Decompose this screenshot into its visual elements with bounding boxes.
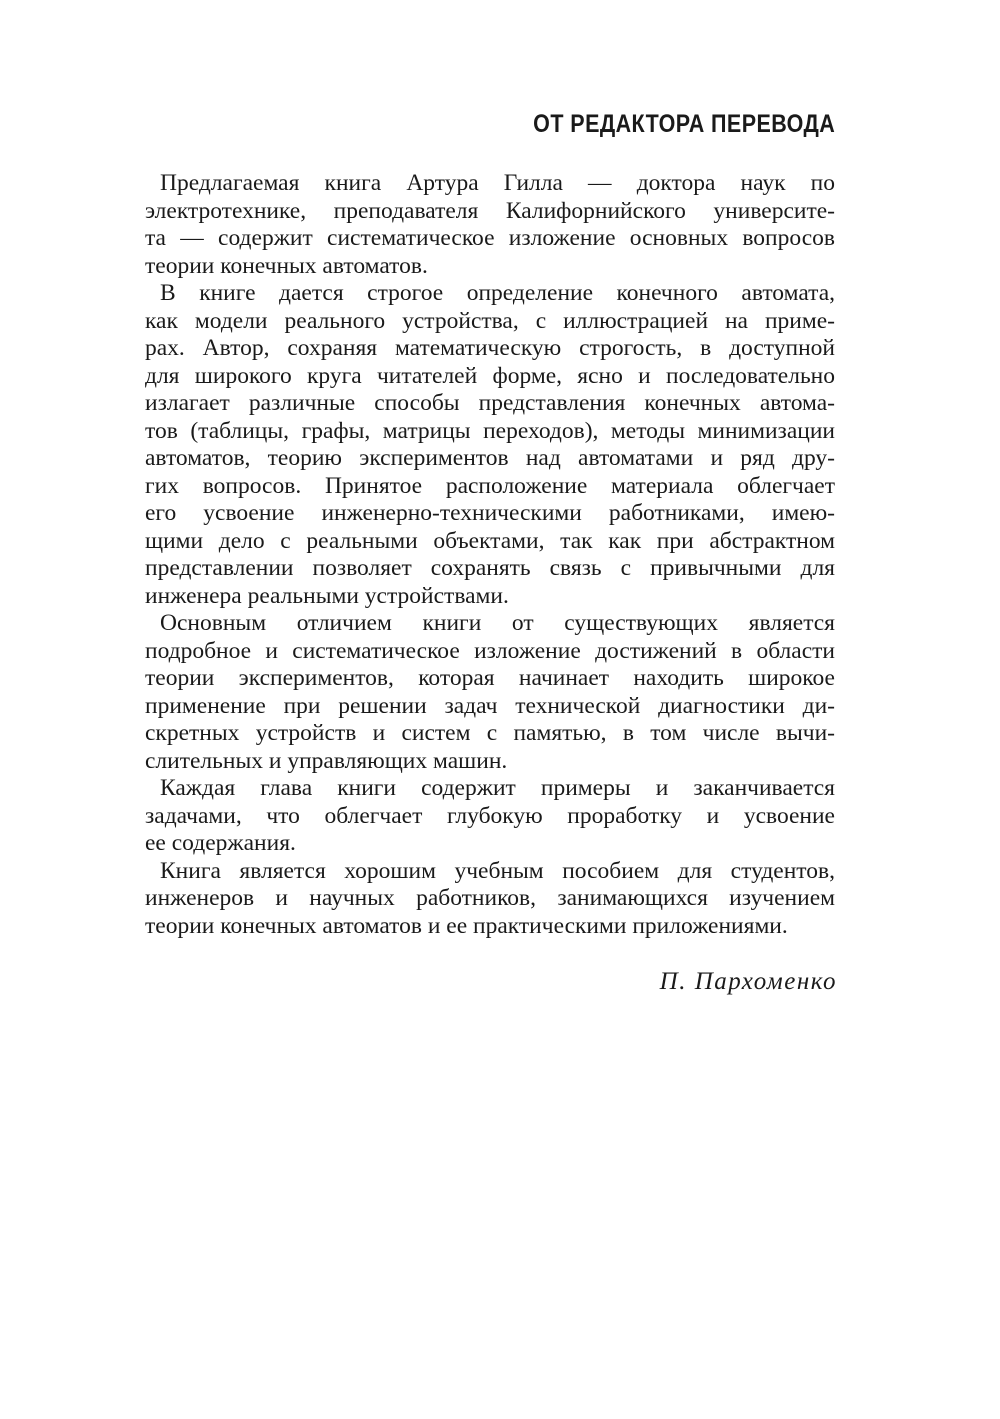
paragraph-line: та — содержит систематическое изложение основных вопросов [145, 225, 835, 251]
paragraph-line: Основным отличием книги от существующих является [160, 610, 835, 636]
paragraph-line: рах. Автор, сохраняя математическую строгость, в доступной [145, 335, 835, 361]
paragraph-line: представлении позволяет сохранять связь с привычными для [145, 555, 835, 581]
paragraph-line: Предлагаемая книга Артура Гилла — доктора наук по [160, 170, 835, 196]
paragraph-line: инженеров и научных работников, занимающихся изучением [145, 885, 835, 911]
paragraph-line: электротехнике, преподавателя Калифорнийского университе- [145, 197, 835, 224]
paragraph-line: применение при решении задач технической диагностики ди- [145, 692, 835, 719]
paragraph-line: теории экспериментов, которая начинает находить широкое [145, 665, 835, 691]
paragraph-line: слительных и управляющих машин. [145, 747, 508, 774]
paragraph-line: Книга является хорошим учебным пособием для студентов, [160, 857, 835, 884]
paragraph-line: автоматов, теорию экспериментов над автоматами и ряд дру- [145, 445, 835, 471]
paragraph-line: его усвоение инженерно-техническими работниками, имею- [145, 500, 835, 526]
paragraph-line: В книге дается строгое определение конечного автомата, [160, 280, 835, 306]
section-heading: ОТ РЕДАКТОРА ПЕРЕВОДА [532, 110, 835, 138]
paragraph-line: инженера реальными устройствами. [145, 582, 509, 609]
paragraph-line: излагает различные способы представления конечных автома- [145, 390, 835, 416]
paragraph-line: теории конечных автоматов. [145, 252, 428, 279]
paragraph-line: скретных устройств и систем с памятью, в том числе вычи- [145, 720, 835, 746]
paragraph-line: Каждая глава книги содержит примеры и заканчивается [160, 775, 835, 801]
signature: П. Пархоменко [659, 968, 837, 995]
paragraph-line: гих вопросов. Принятое расположение материала облегчает [145, 472, 835, 499]
paragraph-line: подробное и систематическое изложение достижений в области [145, 637, 835, 664]
paragraph-line: ее содержания. [145, 830, 296, 856]
paragraph-line: тов (таблицы, графы, матрицы переходов), методы минимизации [145, 417, 835, 444]
paragraph-line: теории конечных автоматов и ее практическими приложениями. [145, 912, 788, 939]
paragraph-line: щими дело с реальными объектами, так как при абстрактном [145, 527, 835, 554]
paragraph-line: как модели реального устройства, с иллюстрацией на приме- [145, 307, 835, 334]
paragraph-line: задачами, что облегчает глубокую проработку и усвоение [145, 802, 835, 829]
paragraph-line: для широкого круга читателей форме, ясно и последовательно [145, 362, 835, 389]
